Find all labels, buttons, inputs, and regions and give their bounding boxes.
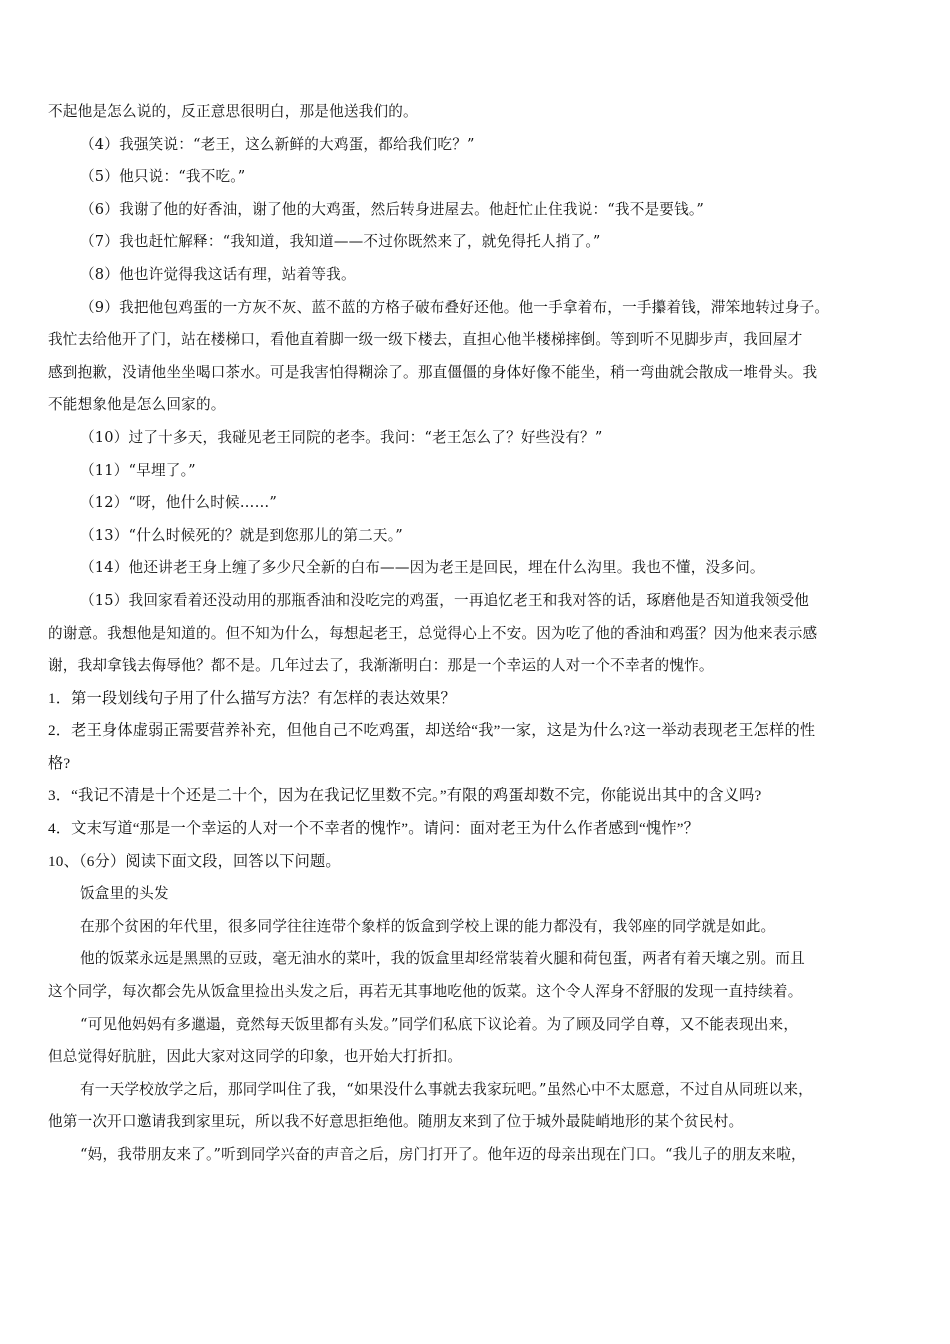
passage-line: 的谢意。我想他是知道的。但不知为什么，每想起老王，总觉得心上不安。因为吃了他的香油和鸡蛋？因为他来表示感 [48, 624, 818, 642]
passage-line: 有一天学校放学之后，那同学叫住了我，“如果没什么事就去我家玩吧。”虽然心中不太愿意，不过自从同班以来， [80, 1080, 813, 1098]
passage-line: 我忙去给他开了门，站在楼梯口，看他直着脚一级一级下楼去，直担心他半楼梯摔倒。等到听不见脚步声，我回屋才 [48, 331, 803, 349]
passage-line: 谢，我却拿钱去侮辱他？都不是。几年过去了，我渐渐明白：那是一个幸运的人对一个不幸者的愧怍。 [48, 657, 714, 675]
passage-line: “妈，我带朋友来了。”听到同学兴奋的声音之后，房门打开了。他年迈的母亲出现在门口。“我儿子的朋友来啦， [80, 1146, 806, 1163]
passage-title: 饭盒里的头发 [80, 885, 169, 903]
passage-line: （12）“呀，他什么时候……” [80, 494, 278, 512]
passage-line: （15）我回家看着还没动用的那瓶香油和没吃完的鸡蛋，一再追忆老王和我对答的话，琢磨他是否知道我领受他 [80, 591, 810, 609]
document-page [48, 96, 910, 1172]
passage-line: “可见他妈妈有多邋遢，竟然每天饭里都有头发。”同学们私底下议论着。为了顾及同学自尊，又不能表现出来， [80, 1015, 799, 1033]
passage-line: 感到抱歉，没请他坐坐喝口茶水。可是我害怕得糊涂了。那直僵僵的身体好像不能坐，稍一弯曲就会散成一堆骨头。我 [48, 363, 818, 381]
passage-line: 不起他是怎么说的，反正意思很明白，那是他送我们的。 [48, 103, 418, 120]
question-item: 格? [48, 754, 71, 772]
section-heading: 10、（6分）阅读下面文段，回答以下问题。 [48, 852, 341, 870]
passage-hair-in-lunchbox [48, 878, 910, 1171]
passage-line: （10）过了十多天，我碰见老王同院的老李。我问：“老王怎么了？好些没有？” [80, 428, 603, 446]
passage-line: （6）我谢了他的好香油，谢了他的大鸡蛋，然后转身进屋去。他赶忙止住我说：“我不是要钱。” [80, 200, 705, 218]
passage-line: 他第一次开口邀请我到家里玩，所以我不好意思拒绝他。随朋友来到了位于城外最陡峭地形的某个贫民村。 [48, 1113, 744, 1131]
question-item: 3．“我记不清是十个还是二十个，因为在我记忆里数不完。”有限的鸡蛋却数不完，你能说出其中的含义吗? [48, 787, 762, 805]
passage-line: 这个同学，每次都会先从饭盒里捡出头发之后，再若无其事地吃他的饭菜。这个令人浑身不舒服的发现一直持续着。 [48, 983, 803, 1001]
passage-line: 不能想象他是怎么回家的。 [48, 396, 226, 414]
question-item: 1．第一段划线句子用了什么描写方法？有怎样的表达效果？ [48, 689, 456, 707]
passage-line: （4）我强笑说：“老王，这么新鲜的大鸡蛋，都给我们吃？” [80, 135, 475, 153]
passage-line: （9）我把他包鸡蛋的一方灰不灰、蓝不蓝的方格子破布叠好还他。他一手拿着布，一手攥着钱，滞笨地转过身子。 [80, 298, 830, 316]
question-item: 2．老王身体虚弱正需要营养补充，但他自己不吃鸡蛋，却送给“我”一家，这是为什么?这一举动表现老王怎样的性 [48, 722, 816, 740]
passage-line: （11）“早埋了。” [80, 461, 196, 479]
passage-line: （8）他也许觉得我这话有理，站着等我。 [80, 265, 356, 283]
passage-line: 在那个贫困的年代里，很多同学往往连带个象样的饭盒到学校上课的能力都没有，我邻座的同学就是如此。 [80, 917, 776, 935]
question-list [48, 683, 910, 879]
passage-line: （14）他还讲老王身上缠了多少尺全新的白布——因为老王是回民，埋在什么沟里。我也不懂，没多问。 [80, 559, 765, 577]
passage-line: 但总觉得好肮脏，因此大家对这同学的印象，也开始大打折扣。 [48, 1048, 463, 1066]
question-item: 4．文末写道“那是一个幸运的人对一个不幸者的愧怍”。请问：面对老王为什么作者感到“愧怍”？ [48, 820, 700, 838]
passage-line: 他的饭菜永远是黑黑的豆豉，毫无油水的菜叶，我的饭盒里却经常装着火腿和荷包蛋，两者有着天壤之别。而且 [80, 950, 805, 968]
passage-line: （5）他只说：“我不吃。” [80, 168, 246, 186]
passage-line: （7）我也赶忙解释：“我知道，我知道——不过你既然来了，就免得托人捎了。” [80, 233, 601, 251]
passage-line: （13）“什么时候死的？就是到您那儿的第二天。” [80, 526, 403, 544]
passage-old-wang [48, 96, 910, 683]
